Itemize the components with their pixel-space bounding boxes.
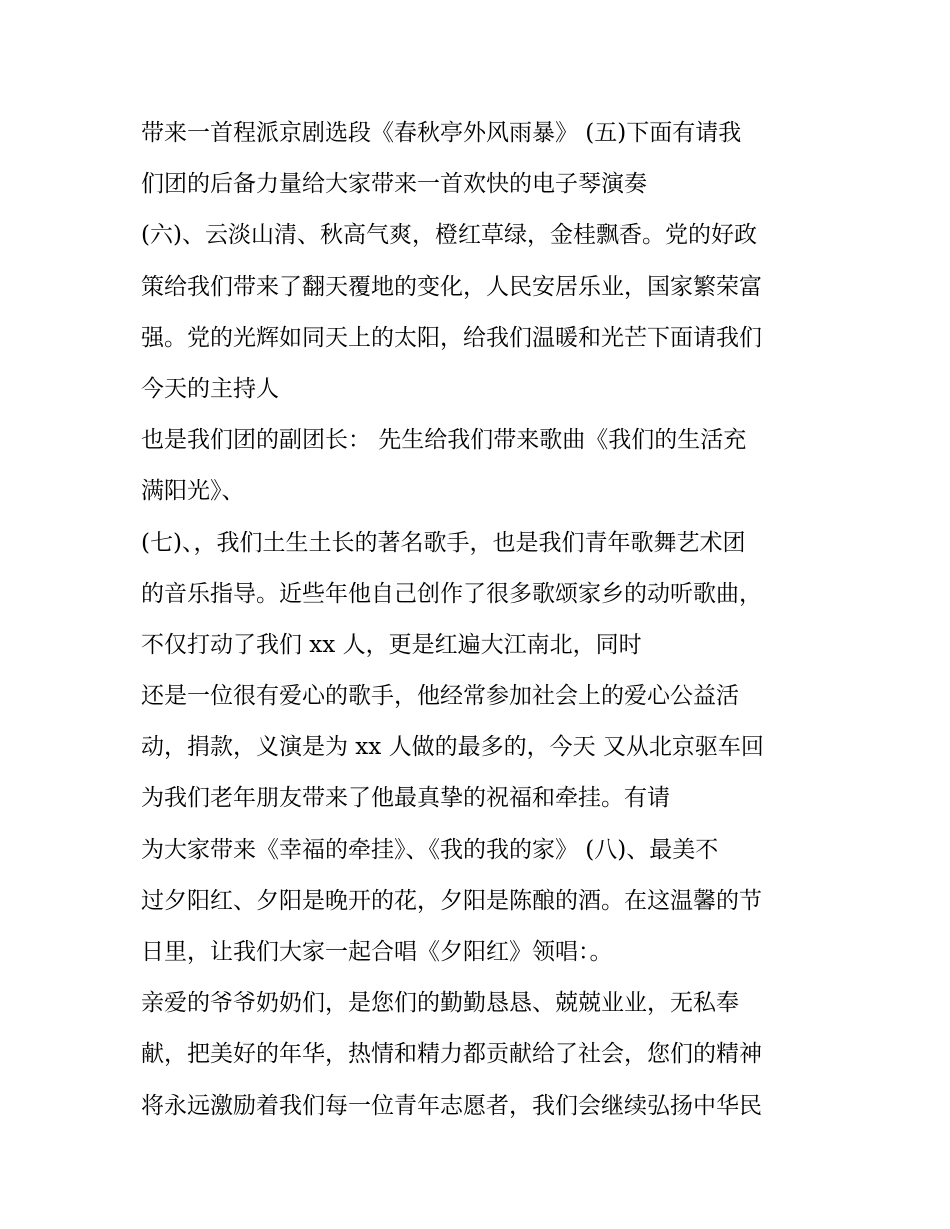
text-line: 献，把美好的年华，热情和精力都贡献给了社会，您们的精神	[141, 1041, 762, 1068]
text-line: 们团的后备力量给大家带来一首欢快的电子琴演奏	[141, 171, 647, 198]
text-line: 将永远激励着我们每一位青年志愿者，我们会继续弘扬中华民	[141, 1092, 762, 1119]
text-line: 还是一位很有爱心的歌手，他经常参加社会上的爱心公益活	[141, 683, 739, 710]
text-line: 带来一首程派京剧选段《春秋亭外风雨暴》 (五)下面有请我	[141, 120, 742, 146]
text-line: 动，捐款，义演是为 xx 人做的最多的，今天 又从北京驱车回	[141, 734, 764, 761]
text-line: 策给我们带来了翻天覆地的变化，人民安居乐业，国家繁荣富	[141, 273, 762, 300]
text-line: 亲爱的爷爷奶奶们，是您们的勤勤恳恳、兢兢业业，无私奉	[141, 990, 739, 1017]
text-line: 的音乐指导。近些年他自己创作了很多歌颂家乡的动听歌曲，	[141, 580, 762, 607]
text-line: 为大家带来《幸福的牵挂》、《我的我的家》 (八)、最美不	[141, 836, 719, 863]
text-line: 过夕阳红、夕阳是晚开的花，夕阳是陈酿的酒。在这温馨的节	[141, 887, 762, 914]
text-line: 也是我们团的副团长： 先生给我们带来歌曲《我们的生活充	[141, 427, 747, 454]
text-line: 今天的主持人	[141, 375, 279, 402]
text-line: 强。党的光辉如同天上的太阳，给我们温暖和光芒下面请我们	[141, 324, 762, 351]
text-line: 满阳光》、	[141, 478, 245, 505]
text-line: (七)、，我们土生土长的著名歌手，也是我们青年歌舞艺术团	[141, 529, 746, 556]
body-text	[141, 108, 841, 1132]
text-line: (六)、云淡山清、秋高气爽，橙红草绿，金桂飘香。党的好政	[141, 222, 757, 249]
text-line: 为我们老年朋友带来了他最真挚的祝福和牵挂。有请	[141, 785, 670, 812]
text-line: 不仅打动了我们 xx 人，更是红遍大江南北，同时	[141, 631, 642, 658]
text-line: 日里，让我们大家一起合唱《夕阳红》领唱：。	[141, 939, 613, 965]
